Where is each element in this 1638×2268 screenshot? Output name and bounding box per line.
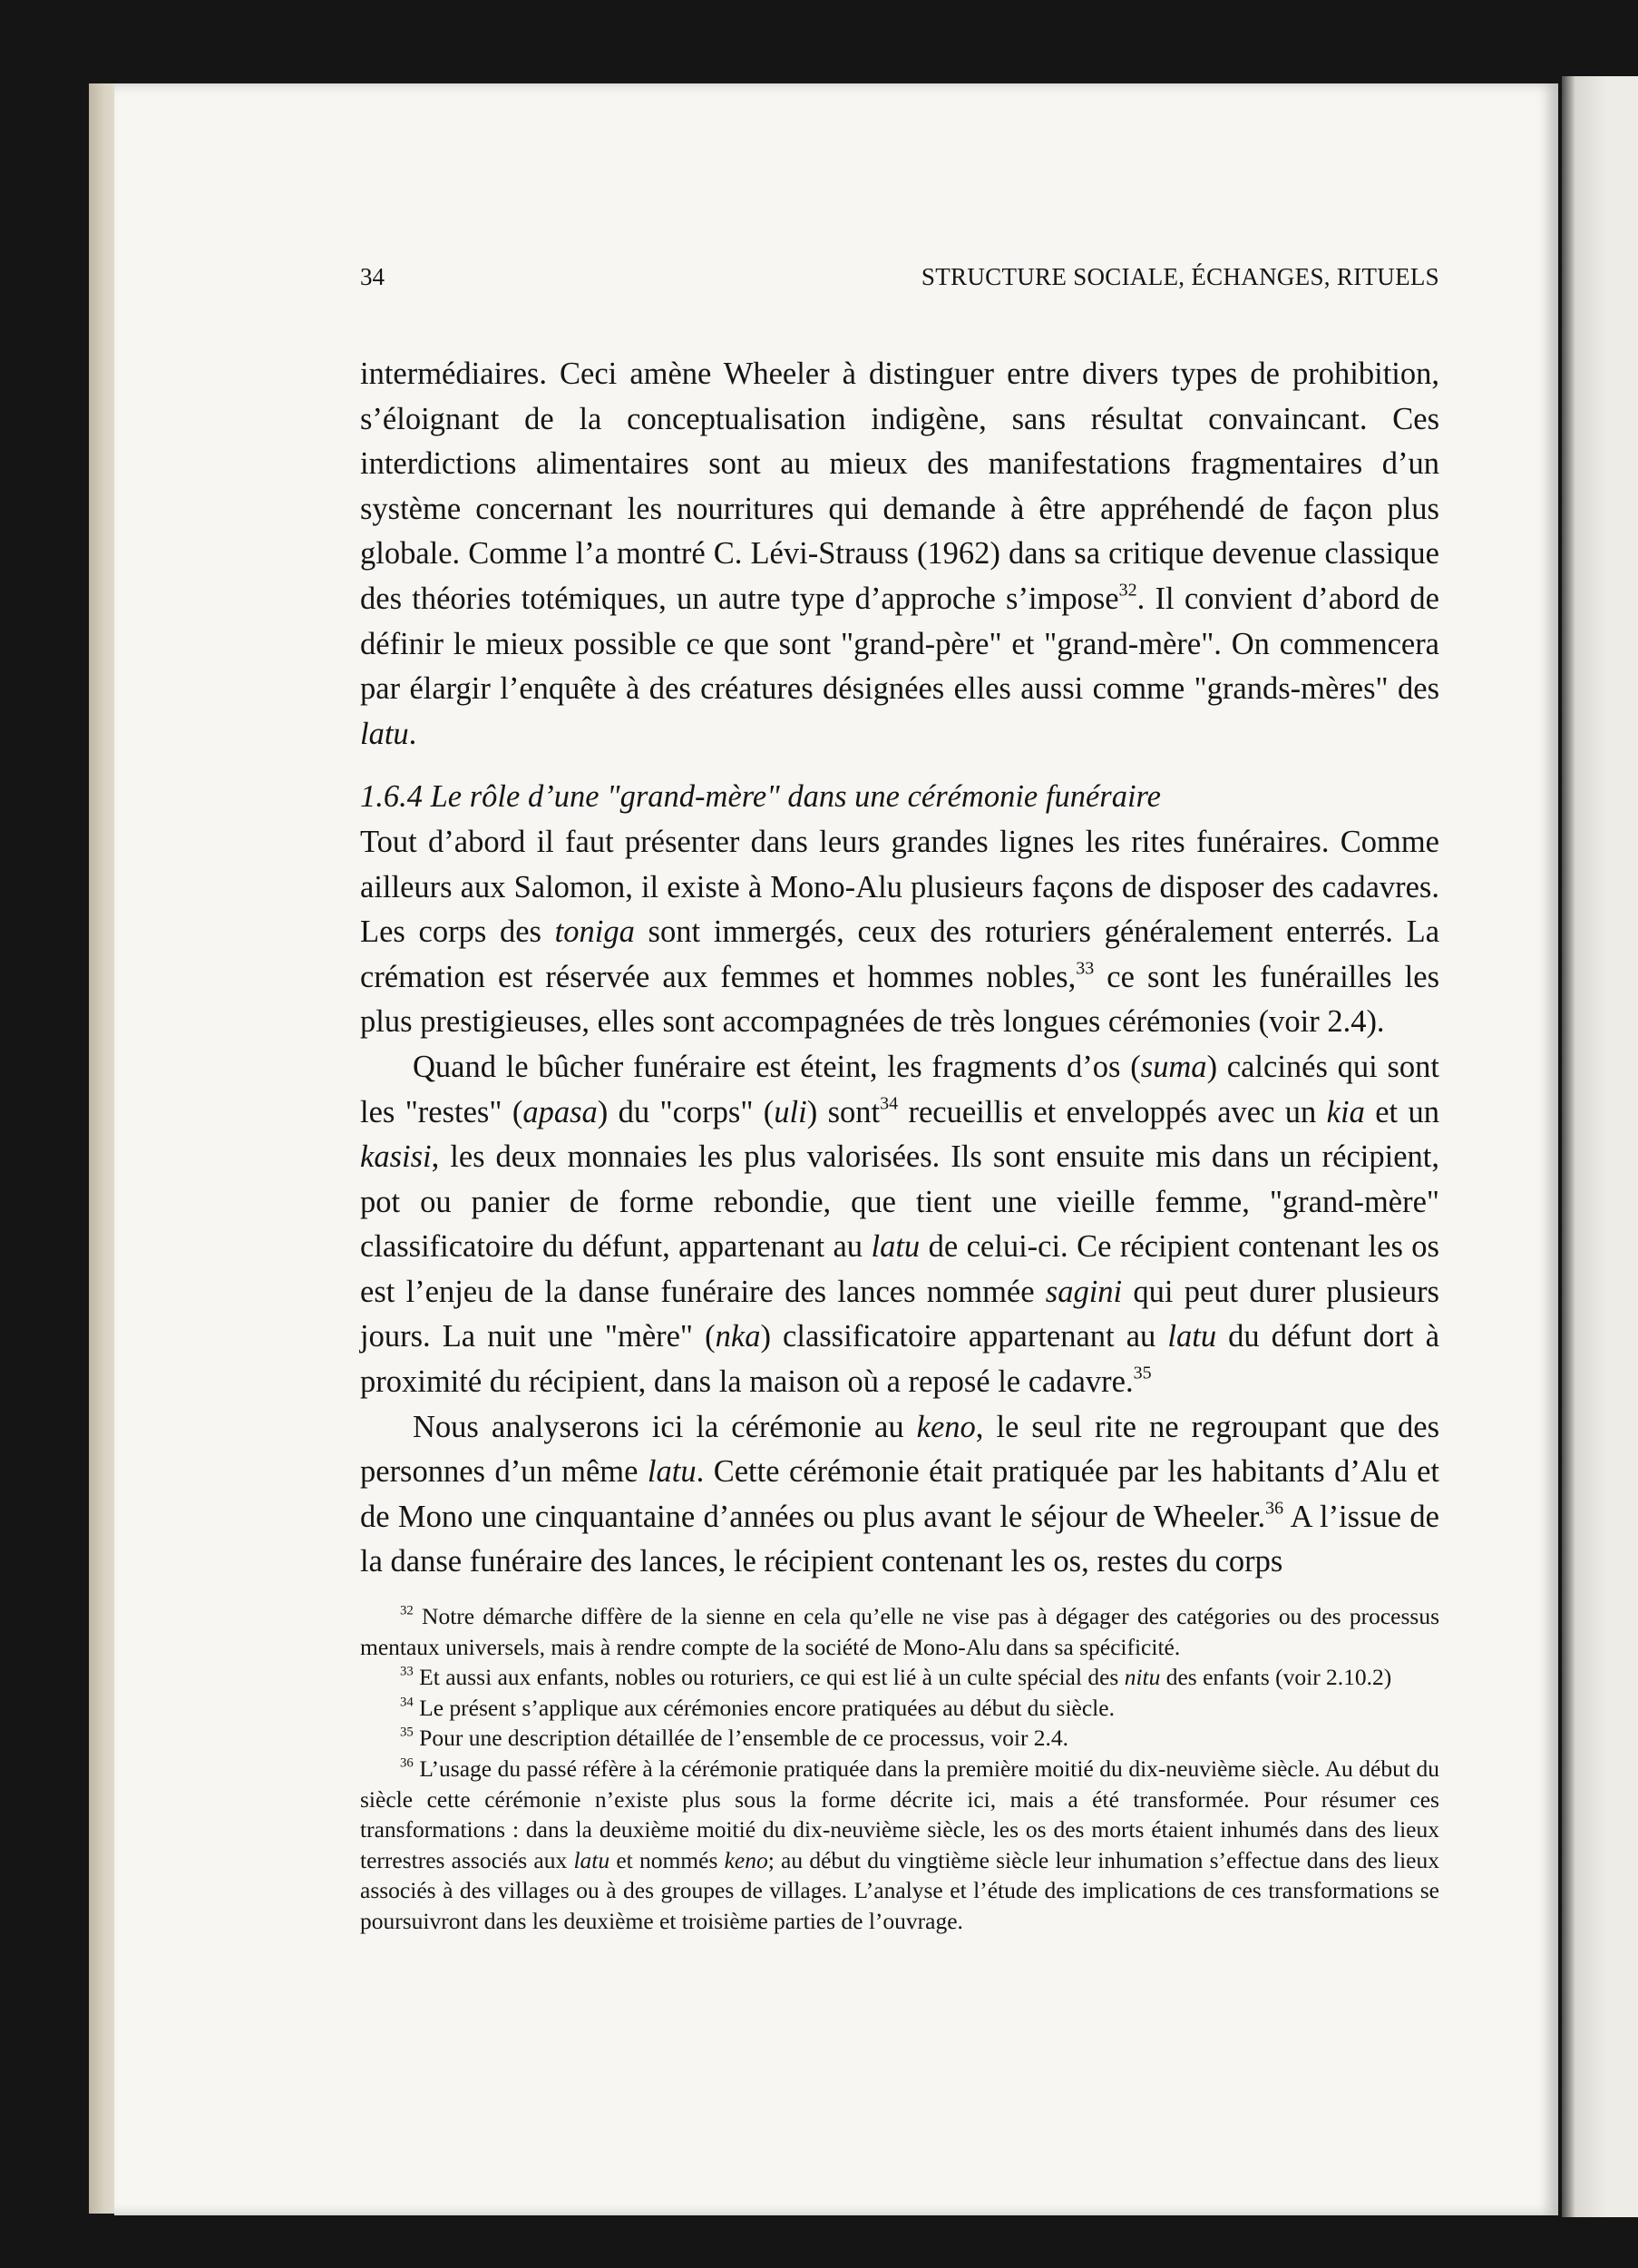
paragraph-4 [360,1405,1439,1585]
paragraph-2 [360,820,1439,1045]
text-run: du défunt dort à proximité du récipient, dans la maison où a reposé le cadavre. [360,1319,1440,1400]
footnote-text: ; au début du vingtième siècle leur inhumation s’effectue dans des lieux associés à des villages ou à des groupes de villages. L’analyse et l’étude des implications de ces transformations se poursuivront dans les deuxième et troisième parties de l’ouvrage. [360,1846,1439,1934]
text-run: sont immergés, ceux des roturiers généralement enterrés. La crémation est réservée aux femmes et hommes nobles, [360,914,1440,994]
footnote-text: Notre démarche diffère de la sienne en cela qu’elle ne vise pas à dégager des catégories ou des processus mentaux universels, mais à rendre compte de la société de Mono-Alu dans sa spécificité. [360,1603,1439,1660]
text-run: Nous analyserons ici la cérémonie au [413,1409,917,1444]
footnote-35 [360,1723,1439,1754]
page-header [360,263,1439,299]
term-uli: uli [774,1094,807,1129]
body-text [360,352,1439,1585]
text-run: et un [1364,1094,1440,1129]
footnote-ref-34: 34 [880,1093,899,1114]
text-run: qui peut durer plusieurs jours. La nuit une "mère" ( [360,1274,1439,1354]
term-toniga: toniga [554,914,635,950]
term-keno: keno [916,1409,976,1444]
footnote-number: 35 [400,1725,414,1740]
text-run: . Cette cérémonie était pratiquée par les habitants d’Alu et de Mono une cinquantaine d’années ou plus avant le séjour de Wheeler. [360,1454,1439,1534]
text-run: A l’issue de la danse funéraire des lances, le récipient contenant les os, restes du corps [360,1499,1439,1579]
text-run: ) classificatoire appartenant au [760,1319,1168,1354]
text-run: . Il convient d’abord de définir le mieux possible ce que sont "grand-père" et "grand-mère". On commencera par élargir l’enquête à des créatures désignées elles aussi comme "grands-mères" des [360,581,1439,707]
section-heading: 1.6.4 Le rôle d’une "grand-mère" dans une cérémonie funéraire [360,779,1161,815]
term-latu: latu [360,716,409,751]
text-run: recueillis et enveloppés avec un [898,1094,1327,1129]
text-run: ) du "corps" ( [597,1094,775,1129]
footnote-text: Et aussi aux enfants, nobles ou roturiers, ce qui est lié à un culte spécial des [419,1664,1125,1691]
footnote-text: Le présent s’applique aux cérémonies encore pratiquées au début du siècle. [419,1694,1115,1721]
footnote-36 [360,1754,1439,1937]
text-run: de celui-ci. Ce récipient contenant les os est l’enjeu de la danse funéraire des lances nommée [360,1229,1439,1309]
term-sagini: sagini [1045,1274,1123,1309]
text-run: , les deux monnaies les plus valorisées. Ils sont ensuite mis dans un récipient, pot ou panier de forme rebondie, que tient une vieille femme, "grand-mère" classificatoire du défunt, appartenant au [360,1139,1439,1265]
term-latu: latu [1167,1319,1217,1354]
footnote-text: des enfants (voir 2.10.2) [1160,1664,1392,1691]
footnote-ref-35: 35 [1133,1363,1152,1383]
footnote-text: L’usage du passé réfère à la cérémonie pratiquée dans la première moitié du dix-neuvième siècle. Au début du siècle cette cérémonie n’existe plus sous la forme décrite ici, mais a été transformée. Pour résumer ces transformations : dans la deuxième moitié du dix-neuvième siècle, les os des morts étaient inhumés dans des lieux terrestres associés aux [360,1755,1439,1873]
term-keno: keno [724,1846,768,1873]
footnotes [360,1601,1439,1937]
term-latu: latu [647,1454,697,1490]
term-latu: latu [573,1846,610,1873]
paragraph-3 [360,1045,1439,1405]
text-run: ce sont les funérailles les plus prestigieuses, elles sont accompagnées de très longues cérémonies (voir 2.4). [360,959,1439,1040]
term-latu: latu [871,1229,921,1265]
running-head: STRUCTURE SOCIALE, ÉCHANGES, RITUELS [921,263,1439,290]
text-run: . [408,716,417,751]
footnote-ref-33: 33 [1076,958,1095,979]
text-run: ) sont [806,1094,881,1129]
term-kia: kia [1326,1094,1365,1129]
footnote-34 [360,1693,1439,1724]
text-run: ) calcinés qui sont les "restes" ( [360,1049,1439,1129]
footnote-ref-36: 36 [1265,1498,1284,1519]
text-run: intermédiaires. Ceci amène Wheeler à distinguer entre divers types de prohibition, s’éloignant de la conceptualisation indigène, sans résultat convaincant. Ces interdictions alimentaires sont au mieux des manifestations fragmentaires d’un système concernant les nourritures qui demande à être appréhendé de façon plus globale. Comme l’a montré C. Lévi-Strauss (1962) dans sa critique devenue classique des théories totémiques, un autre type d’approche s’impose [360,357,1439,616]
footnote-number: 32 [400,1603,414,1618]
footnote-number: 36 [400,1755,414,1771]
term-suma: suma [1140,1049,1207,1084]
footnote-text: Pour une description détaillée de l’ensemble de ce processus, voir 2.4. [419,1725,1069,1752]
term-apasa: apasa [522,1094,598,1129]
page-number: 34 [360,263,385,290]
footnote-text: et nommés [609,1846,725,1873]
text-run: Quand le bûcher funéraire est éteint, les fragments d’os ( [413,1049,1141,1084]
paragraph-1 [360,352,1439,757]
footnote-ref-32: 32 [1118,580,1137,601]
footnote-number: 34 [400,1695,414,1710]
term-nitu: nitu [1124,1664,1161,1691]
footnote-32 [360,1601,1439,1662]
text-run: , le seul rite ne regroupant que des personnes d’un même [360,1409,1439,1490]
term-kasisi: kasisi [360,1139,432,1175]
term-nka: nka [715,1319,761,1354]
footnote-33 [360,1662,1439,1693]
footnote-number: 33 [400,1664,414,1679]
text-run: Tout d’abord il faut présenter dans leurs grandes lignes les rites funéraires. Comme ailleurs aux Salomon, il existe à Mono-Alu plusieurs façons de disposer des cadavres. Les corps des [360,824,1439,950]
facing-page-edge [1562,76,1638,2217]
